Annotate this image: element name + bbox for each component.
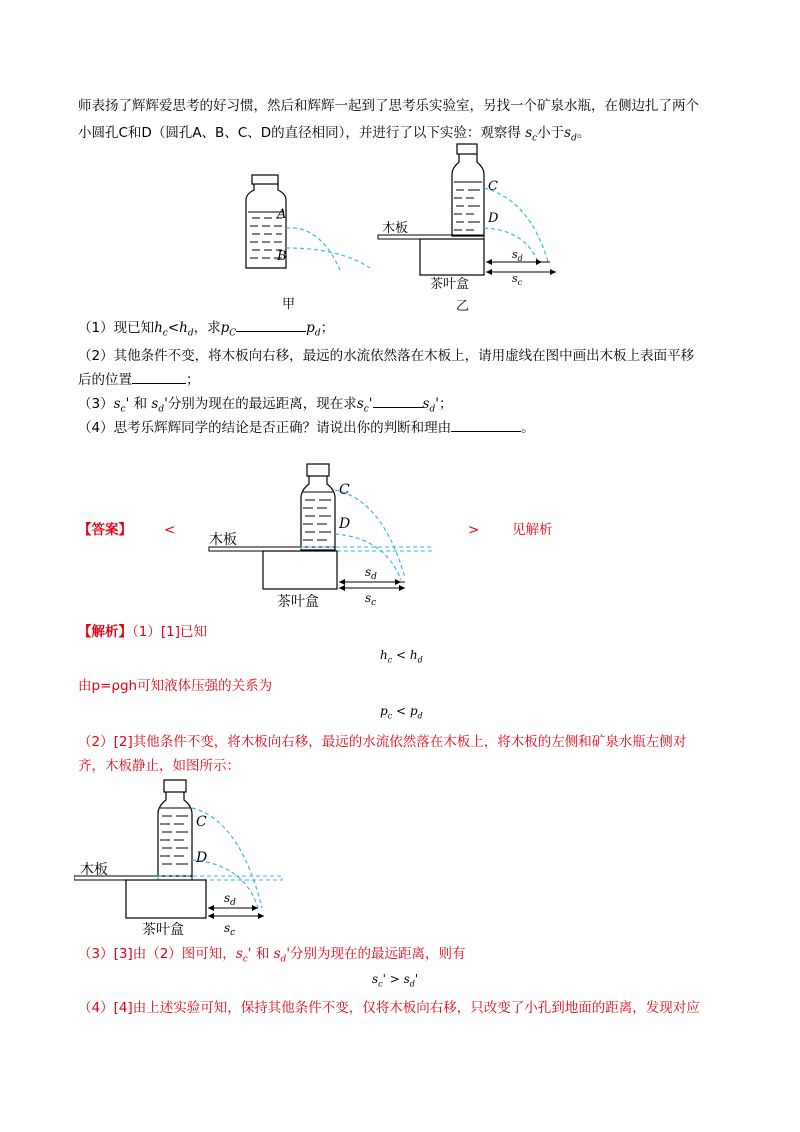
svg-text:sd: $s_d$ [365, 565, 377, 582]
formula-h: $h_c < h_d$ [380, 648, 423, 665]
intro-line-2: 小圆孔C和D（圆孔A、B、C、D的直径相同），并进行了以下实验：观察得 $s_c$小于$s_d$。 [78, 125, 591, 144]
question-3: $(3)s_c'$ 和 $s_d'$分别为现在的最远距离，现在求$s_c'$ $s_d'$； [78, 396, 453, 415]
label-C: C [488, 179, 498, 194]
label-board: 木板 [382, 221, 409, 236]
question-2-continued: 后的位置 ； [78, 372, 200, 388]
svg-text:sc: $s_c$ [224, 921, 236, 938]
answer-gt: > [468, 522, 480, 538]
question-1: （1）现已知$h_c<h_d$，求$p_C$ $p_d$； [78, 320, 335, 339]
answer-see: 见解析 [512, 522, 553, 538]
analysis-label-C: C [196, 814, 207, 830]
question-4: （4）思考乐辉辉同学的结论是否正确？请说出你的判断和理由 。 [78, 420, 535, 436]
caption-jia: 甲 [282, 297, 296, 312]
svg-text:sc: $s_c$ [365, 591, 377, 608]
analysis-p4: 齐，木板静止，如图所示： [78, 758, 240, 774]
answer-label-board: 木板 [209, 532, 237, 548]
analysis-figure [74, 776, 294, 941]
answer-tag: 【答案】 [78, 522, 132, 538]
svg-text:sd: $s_d$ [512, 248, 523, 263]
answer-lt: < [164, 522, 176, 538]
analysis-p6: （4）[4]由上述实验可知，保持其他条件不变，仅将木板向右移，只改变了小孔到地面的距离，发现对应 [78, 1000, 700, 1016]
analysis-p5: （3）[3]由（2）图可知，$s_c'$ 和 $s_d'$分别为现在的最远距离，则有 [78, 946, 466, 965]
question-2: （2）其他条件不变，将木板向右移，最远的水流依然落在木板上，请用虚线在图中画出木板上表面平移 [78, 348, 695, 364]
formula-p: $p_c < p_d$ [380, 704, 423, 721]
analysis-label-box: 茶叶盒 [142, 922, 184, 938]
analysis-p1: 【解析】（1）[1]已知 [78, 624, 207, 640]
answer-figure [205, 460, 445, 615]
analysis-label-D: D [196, 850, 208, 866]
intro-line-1: 师表扬了辉辉爱思考的好习惯，然后和辉辉一起到了思考乐实验室，另找一个矿泉水瓶，在侧边扎了两个 [78, 98, 699, 114]
formula-s: $s_c' > s_d'$ [372, 972, 419, 989]
answer-label-D: D [339, 516, 351, 532]
experiment-figure-1 [230, 140, 570, 315]
label-D: D [488, 211, 499, 226]
caption-yi: 乙 [456, 299, 470, 314]
analysis-p2: 由p=ρgh可知液体压强的关系为 [78, 678, 273, 694]
svg-text:sc: $s_c$ [512, 272, 523, 287]
analysis-p3: （2）[2]其他条件不变，将木板向右移，最远的水流依然落在木板上，将木板的左侧和矿泉水瓶左侧对 [78, 734, 687, 750]
label-A: A [277, 207, 287, 222]
label-B: B [277, 249, 287, 264]
analysis-label-board: 木板 [80, 862, 108, 878]
svg-text:sd: $s_d$ [224, 891, 236, 908]
answer-label-box: 茶叶盒 [277, 594, 319, 610]
label-box: 茶叶盒 [430, 277, 470, 292]
answer-label-C: C [339, 482, 350, 498]
